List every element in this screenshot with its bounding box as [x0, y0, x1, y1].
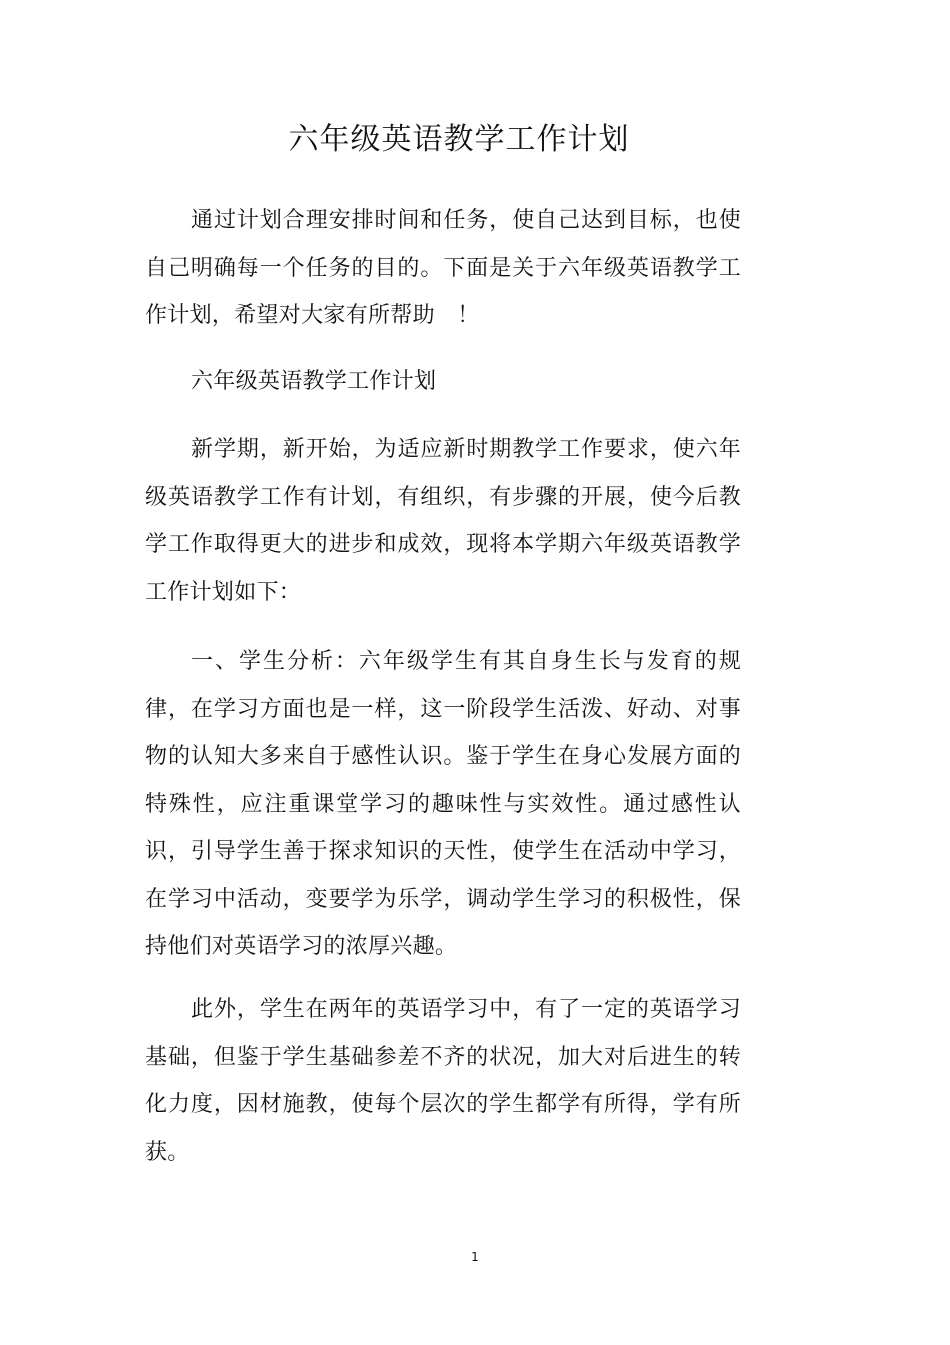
body-paragraph: 此外，学生在两年的英语学习中，有了一定的英语学习基础，但鉴于学生基础参差不齐的状况，加大对后进生的转化力度，因材施教，使每个层次的学生都学有所得，学有所获。 [145, 997, 741, 1165]
student-analysis-paragraph: 一、学生分析：六年级学生有其自身生长与发育的规律，在学习方面也是一样，这一阶段学生活泼、好动、对事物的认知大多来自于感性认识。鉴于学生在身心发展方面的特殊性，应注重课堂学习的趣味性与实效性。通过感性认识，引导学生善于探求知识的天性，使学生在活动中学习，在学习中活动，变要学为乐学，调动学生学习的积极性，保持他们对英语学习的浓厚兴趣。 [145, 649, 741, 959]
page-number: 1 [471, 1250, 479, 1264]
section-heading: 六年级英语教学工作计划 [191, 369, 437, 394]
body-paragraph: 新学期，新开始，为适应新时期教学工作要求，使六年级英语教学工作有计划，有组织，有步骤的开展，使今后教学工作取得更大的进步和成效，现将本学期六年级英语教学工作计划如下： [145, 437, 741, 605]
document-title: 六年级英语教学工作计划 [288, 122, 630, 157]
intro-paragraph: 通过计划合理安排时间和任务，使自己达到目标，也使自己明确每一个任务的目的。下面是关于六年级英语教学工作计划，希望对大家有所帮助 ！ [145, 208, 741, 328]
